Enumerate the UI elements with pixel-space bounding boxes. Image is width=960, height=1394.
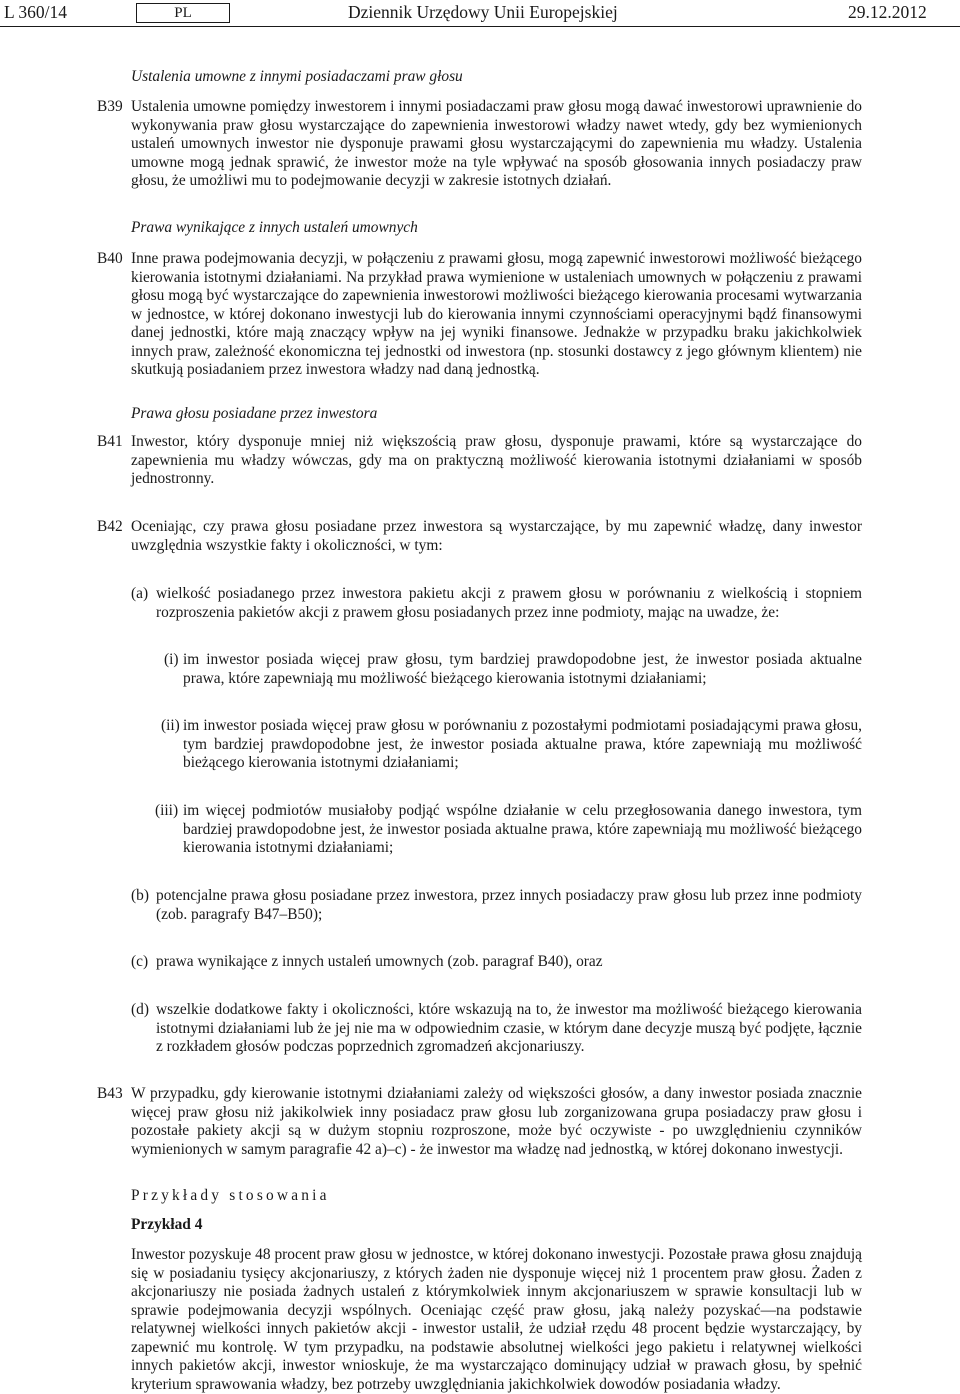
list-label-b: (b) [131,887,149,904]
paragraph-number: B43 [97,1085,123,1102]
header-rule [0,26,960,27]
list-item-a: wielkość posiadanego przez inwestora pakietu akcji z prawem głosu w porównaniu z wielkością i stopniem rozproszenia pakietów akcji z prawem głosu posiadanych przez inne podmioty, mając na uwadze, że: [156,585,862,621]
paragraph-b42: Oceniając, czy prawa głosu posiadane przez inwestora są wystarczające, by mu zapewnić władzę, dany inwestor uwzględnia wszystkie fakty i okoliczności, w tym: [131,518,862,554]
publication-date: 29.12.2012 [848,2,927,22]
list-label-d: (d) [131,1001,149,1018]
list-label-c: (c) [131,953,149,970]
paragraph-number: B40 [97,250,123,267]
page-reference: L 360/14 [4,2,68,22]
paragraph-number: B42 [97,518,123,535]
example-4-title: Przykład 4 [131,1216,203,1233]
example-4-text: Inwestor pozyskuje 48 procent praw głosu w jednostce, w której dokonano inwestycji. Pozostałe prawa głosu znajdują się w posiadaniu tysięcy akcjonariuszy, z których żaden nie dysponuje więcej niż 1 procentem praw głosu. Żaden z akcjonariuszy nie posiada żadnych ustaleń z którymkolwiek innym akcjonariuszem w sprawie konsultacji lub w sprawie podejmowania decyzji wspólnych. Oceniając część praw głosu, jaką należy pozyskać—na podstawie relatywnej wielkości innych pakietów akcji - inwestor ustalił, że udział rzędu 48 procent będzie wystarczający, by zapewnić mu kontrolę. W tym przypadku, na podstawie absolutnej wielkości jego pakietu i relatywnej wielkości innych pakietów akcji, inwestor wnioskuje, że ma wystarczająco dominujący udział w prawach głosu, by spełnić kryterium sprawowania władzy, bez potrzeby uwzględniania jakichkolwiek dowodów posiadania władzy. [131,1246,862,1393]
paragraph-number: B39 [97,98,123,115]
list-item-iii: im więcej podmiotów musiałoby podjąć wspólne działanie w celu przegłosowania danego inwestora, tym bardziej prawdopodobne jest, że inwestor posiada aktualne prawa, które zapewniają mu możliwość bieżącego kierowania istotnymi działaniami; [183,802,862,856]
section-title-voting-rights: Prawa głosu posiadane przez inwestora [131,405,378,422]
list-item-d: wszelkie dodatkowe fakty i okoliczności, które wskazują na to, że inwestor ma możliwość bieżącego kierowania istotnymi działaniami lub że jej nie ma w odpowiednim czasie, w którym dane decyzje muszą być podjęte, łącznie z rozkładem głosów podczas poprzednich zgromadzeń akcjonariuszy. [156,1001,862,1055]
paragraph-b43: W przypadku, gdy kierowanie istotnymi działaniami zależy od większości głosów, a dany inwestor posiada znacznie więcej praw głosu niż jakikolwiek inny posiadacz praw głosu lub zorganizowana grupa posiadaczy praw głosu i pozostałe pakiety akcji są w dużym stopniu rozproszone, może być oczywiste - po uwzględnieniu czynników wymienionych w samym paragrafie 42 a)–c) - że inwestor ma władzę nad jednostką, w której dokonano inwestycji. [131,1085,862,1158]
paragraph-b39: Ustalenia umowne pomiędzy inwestorem i innymi posiadaczami praw głosu mogą dawać inwestorowi uprawnienie do wykonywania praw głosu wystarczające do zapewnienia inwestorowi władzy nawet wtedy, gdy bez wymienionych ustaleń umownych inwestor nie dysponuje prawami głosu wystarczającymi do zapewnienia mu władzy. Ustalenia umowne mogą jednak sprawić, że inwestor może na tyle wpływać na sposób głosowania innych posiadaczy praw głosu, że umożliwi mu to podejmowanie decyzji w zakresie istotnych działań. [131,98,862,189]
list-item-i: im inwestor posiada więcej praw głosu, tym bardziej prawdopodobne jest, że inwestor posiada aktualne prawa, które zapewniają mu możliwość bieżącego kierowania istotnymi działaniami; [183,651,862,687]
paragraph-b40: Inne prawa podejmowania decyzji, w połączeniu z prawami głosu, mogą zapewnić inwestorowi możliwość bieżącego kierowania istotnymi działaniami. Na przykład prawa wymienione w ustaleniach umownych w połączeniu z prawami głosu mogą być wystarczające do zapewnienia inwestorowi możliwości bieżącego kierowania procesami wytwarzania w jednostce, w której dokonano inwestycji lub do kierowania innymi czynnościami operacyjnymi bądź finansowymi danej jednostki, które mają znaczący wpływ na jej wyniki finansowe. Jednakże w przypadku braku jakichkolwiek innych praw, zależność ekonomiczna tej jednostki od inwestora (np. stosunki dostawcy z jego głównym klientem) nie skutkują posiadaniem przez inwestora władzy nad daną jednostką. [131,250,862,378]
section-title-other-rights: Prawa wynikające z innych ustaleń umownych [131,219,418,236]
list-item-b: potencjalne prawa głosu posiadane przez inwestora, przez innych posiadaczy praw głosu lub przez inne podmioty (zob. paragrafy B47–B50); [156,887,862,923]
list-item-ii: im inwestor posiada więcej praw głosu w porównaniu z pozostałymi podmiotami posiadającymi prawa głosu, tym bardziej prawdopodobne jest, że inwestor posiada aktualne prawa, które zapewniają mu możliwość bieżącego kierowania istotnymi działaniami; [183,717,862,771]
examples-heading: Przykłady stosowania [131,1187,330,1204]
page-header [0,2,960,28]
list-label-a: (a) [131,585,149,602]
language-box: PL [136,3,230,23]
section-title-contractual: Ustalenia umowne z innymi posiadaczami praw głosu [131,68,463,85]
list-item-c: prawa wynikające z innych ustaleń umownych (zob. paragraf B40), oraz [156,953,603,970]
list-label-ii: (ii) [161,717,180,734]
list-label-i: (i) [164,651,179,668]
journal-title: Dziennik Urzędowy Unii Europejskiej [348,2,618,22]
list-label-iii: (iii) [155,802,179,819]
paragraph-b41: Inwestor, który dysponuje mniej niż większością praw głosu, dysponuje prawami, które są wystarczające do zapewnienia mu władzy wówczas, gdy ma on praktyczną możliwość kierowania istotnymi działaniami w sposób jednostronny. [131,433,862,487]
paragraph-number: B41 [97,433,123,450]
